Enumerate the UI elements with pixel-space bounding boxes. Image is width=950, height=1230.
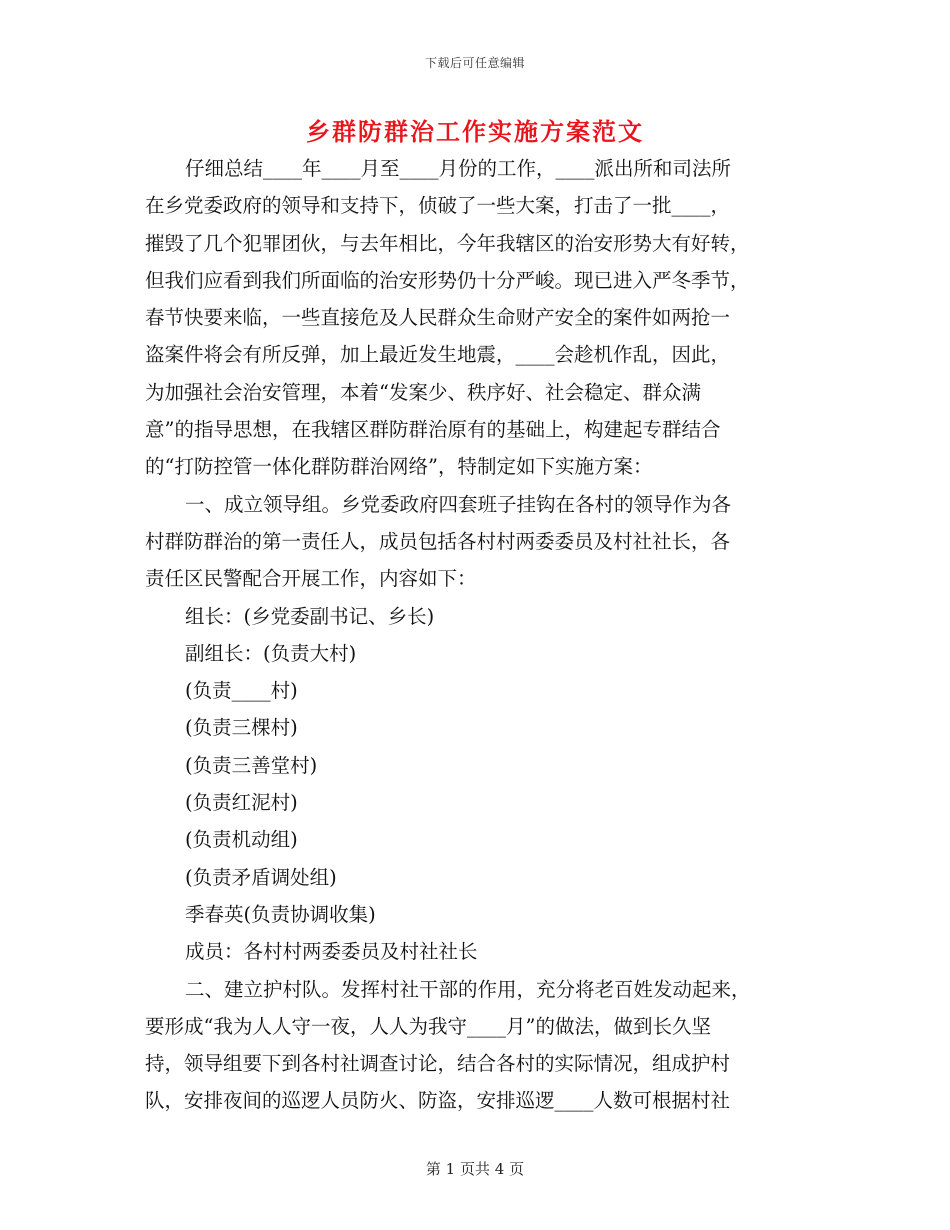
list-item: (负责三善堂村): [185, 753, 318, 777]
paragraph-line: 盗案件将会有所反弹，加上最近发生地震，____会趁机作乱，因此，: [145, 343, 731, 367]
page-header: 下载后可任意编辑: [424, 56, 525, 70]
paragraph-line: 的“打防控管一体化群防群治网络”，特制定如下实施方案：: [145, 455, 653, 479]
paragraph-line: 但我们应看到我们所面临的治安形势仍十分严峻。现已进入严冬季节，: [145, 268, 750, 292]
paragraph-line: 队，安排夜间的巡逻人员防火、防盗，安排巡逻____人数可根据村社: [145, 1089, 731, 1113]
paragraph-line: 摧毁了几个犯罪团伙，与去年相比，今年我辖区的治安形势大有好转，: [145, 231, 750, 255]
paragraph-line: 要形成“我为人人守一夜，人人为我守____月”的做法，做到长久坚: [145, 1014, 711, 1038]
list-item: (负责机动组): [185, 828, 298, 852]
list-item: 副组长：(负责大村): [185, 641, 357, 665]
paragraph-line: 仔细总结____年____月至____月份的工作，____派出所和司法所: [185, 157, 732, 180]
paragraph-line: 意”的指导思想，在我辖区群防群治原有的基础上，构建起专群结合: [145, 418, 721, 442]
paragraph-line: 持，领导组要下到各村社调查讨论，结合各村的实际情况，组成护村: [145, 1052, 731, 1076]
paragraph-line: 村群防群治的第一责任人，成员包括各村村两委委员及村社社长，各: [145, 529, 731, 553]
document-title: 乡群防群治工作实施方案范文: [306, 117, 644, 146]
list-item: (负责矛盾调处组): [185, 865, 337, 889]
list-item: (负责三棵村): [185, 716, 298, 740]
paragraph-line: 责任区民警配合开展工作，内容如下：: [145, 567, 477, 591]
section-heading-line: 二、建立护村队。发挥村社干部的作用，充分将老百姓发动起来，: [185, 977, 751, 1001]
document-body: [145, 150, 815, 1120]
paragraph-line: 春节快要来临，一些直接危及人民群众生命财产安全的案件如两抢一: [145, 306, 731, 330]
paragraph-line: 在乡党委政府的领导和支持下，侦破了一些大案，打击了一批____，: [145, 194, 731, 218]
paragraph-line: 为加强社会治安管理，本着“发案少、秩序好、社会稳定、群众满: [145, 380, 701, 404]
list-item: 组长：(乡党委副书记、乡长): [185, 604, 435, 628]
list-item: 季春英(负责协调收集): [185, 902, 376, 926]
list-item: 成员：各村村两委委员及村社社长: [185, 940, 478, 964]
page-footer: 第 1 页共 4 页: [425, 1160, 525, 1178]
list-item: (负责红泥村): [185, 791, 298, 815]
list-item: (负责____村): [185, 679, 298, 703]
section-heading-line: 一、成立领导组。乡党委政府四套班子挂钩在各村的领导作为各: [185, 492, 732, 516]
